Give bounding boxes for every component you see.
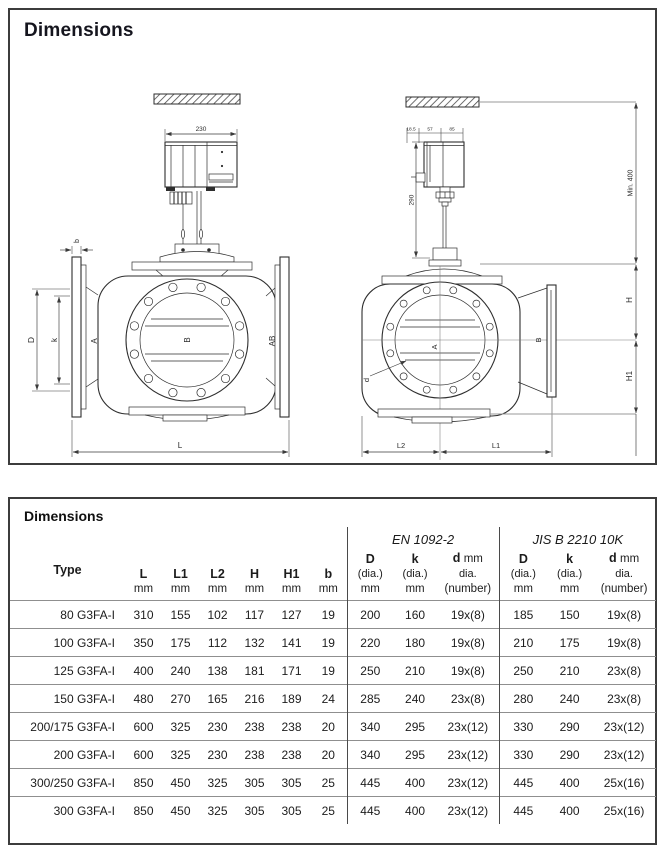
dim-label-L1: L1 — [491, 441, 501, 450]
valve-dimension-drawings — [10, 10, 655, 463]
cell-jis-d: 25x(16) — [592, 769, 656, 797]
cell-jis-k: 400 — [547, 769, 592, 797]
cell-en-d: 23x(8) — [437, 685, 499, 713]
cell-H: 238 — [236, 741, 273, 769]
col-header-b: b mm — [318, 567, 338, 595]
cell-jis-d: 23x(12) — [592, 741, 656, 769]
cell-b: 19 — [310, 601, 347, 629]
cell-L2: 102 — [199, 601, 236, 629]
cell-en-k: 160 — [393, 601, 437, 629]
col-header-type: Type — [53, 562, 82, 577]
cell-en-d: 23x(12) — [437, 713, 499, 741]
dim-label-L2: L2 — [396, 441, 406, 450]
port-label-B: B — [183, 337, 192, 343]
cell-jis-k: 290 — [547, 741, 592, 769]
cell-H1: 238 — [273, 741, 310, 769]
col-header-en-D: D (dia.) mm — [347, 551, 393, 601]
cell-H1: 238 — [273, 713, 310, 741]
cell-H: 305 — [236, 797, 273, 825]
cell-L1: 175 — [162, 629, 199, 657]
col-header-jis-D: D (dia.) mm — [499, 551, 547, 601]
cell-jis-D: 330 — [499, 713, 547, 741]
cell-b: 20 — [310, 713, 347, 741]
dim-label-D: D — [26, 336, 36, 344]
cell-en-D: 340 — [347, 741, 393, 769]
cell-L1: 325 — [162, 741, 199, 769]
ceiling-hatch-left — [154, 94, 240, 104]
cell-type: 100 G3FA-I — [10, 629, 125, 657]
dim-label-k: k — [50, 338, 59, 342]
dimensions-table — [10, 527, 656, 824]
column-header-row — [10, 551, 656, 601]
port-label-A: A — [90, 338, 99, 344]
cell-jis-D: 445 — [499, 797, 547, 825]
cell-en-D: 285 — [347, 685, 393, 713]
cell-b: 24 — [310, 685, 347, 713]
cell-jis-D: 185 — [499, 601, 547, 629]
col-header-en-d: d mm dia. (number) — [444, 551, 492, 595]
cell-H1: 305 — [273, 797, 310, 825]
cell-L1: 155 — [162, 601, 199, 629]
cell-en-k: 400 — [393, 769, 437, 797]
cell-type: 200 G3FA-I — [10, 741, 125, 769]
cell-jis-k: 210 — [547, 657, 592, 685]
cell-L2: 325 — [199, 769, 236, 797]
table-row — [10, 601, 656, 629]
col-header-L: L mm — [133, 567, 154, 595]
cell-jis-k: 150 — [547, 601, 592, 629]
cell-jis-D: 445 — [499, 769, 547, 797]
cell-H1: 171 — [273, 657, 310, 685]
cell-H1: 141 — [273, 629, 310, 657]
cell-en-D: 220 — [347, 629, 393, 657]
cell-type: 125 G3FA-I — [10, 657, 125, 685]
port-label-AB: AB — [268, 335, 277, 347]
cell-en-d: 19x(8) — [437, 629, 499, 657]
table-row — [10, 713, 656, 741]
cell-b: 20 — [310, 741, 347, 769]
cell-jis-k: 175 — [547, 629, 592, 657]
dimensions-drawing-panel — [8, 8, 657, 465]
cell-L1: 325 — [162, 713, 199, 741]
cell-en-d: 19x(8) — [437, 601, 499, 629]
dim-top-3: 85 — [449, 127, 455, 133]
right-valve-drawing-side-view — [362, 97, 636, 460]
table-row — [10, 769, 656, 797]
standard-group-jis: JIS B 2210 10K — [499, 527, 656, 551]
cell-H: 305 — [236, 769, 273, 797]
cell-L: 310 — [125, 601, 162, 629]
dimensions-table-panel — [8, 497, 657, 845]
col-header-jis-k: k (dia.) mm — [557, 552, 583, 595]
dim-top-1: 18.5 — [406, 127, 416, 133]
col-header-L1: L1 mm — [170, 567, 191, 595]
cell-type: 300/250 G3FA-I — [10, 769, 125, 797]
cell-jis-D: 280 — [499, 685, 547, 713]
cell-L2: 165 — [199, 685, 236, 713]
cell-en-k: 295 — [393, 713, 437, 741]
cell-type: 150 G3FA-I — [10, 685, 125, 713]
table-title: Dimensions — [24, 508, 104, 524]
cell-H1: 189 — [273, 685, 310, 713]
cell-L2: 230 — [199, 713, 236, 741]
table-row — [10, 629, 656, 657]
cell-en-D: 200 — [347, 601, 393, 629]
table-row — [10, 741, 656, 769]
cell-L1: 240 — [162, 657, 199, 685]
cell-jis-k: 240 — [547, 685, 592, 713]
cell-H: 238 — [236, 713, 273, 741]
dim-top-2: 57 — [427, 127, 433, 133]
cell-H: 117 — [236, 601, 273, 629]
cell-H: 216 — [236, 685, 273, 713]
cell-en-k: 210 — [393, 657, 437, 685]
dim-actuator-width: 230 — [195, 126, 207, 133]
left-valve-drawing-front-view — [26, 94, 289, 457]
cell-b: 25 — [310, 797, 347, 825]
col-header-H1: H1 mm — [281, 567, 302, 595]
cell-L2: 112 — [199, 629, 236, 657]
cell-L2: 230 — [199, 741, 236, 769]
cell-jis-D: 210 — [499, 629, 547, 657]
dim-label-d: d — [362, 377, 371, 383]
cell-en-d: 23x(12) — [437, 741, 499, 769]
dim-label-b: b — [74, 239, 81, 243]
cell-jis-D: 250 — [499, 657, 547, 685]
cell-H1: 127 — [273, 601, 310, 629]
cell-jis-d: 19x(8) — [592, 601, 656, 629]
cell-H: 132 — [236, 629, 273, 657]
cell-L: 850 — [125, 769, 162, 797]
cell-en-D: 445 — [347, 769, 393, 797]
ceiling-hatch-right — [406, 97, 479, 107]
cell-type: 200/175 G3FA-I — [10, 713, 125, 741]
cell-jis-d: 19x(8) — [592, 629, 656, 657]
cell-b: 19 — [310, 629, 347, 657]
port-label-B-side: B — [534, 337, 543, 343]
cell-L: 400 — [125, 657, 162, 685]
col-header-L2: L2 mm — [207, 567, 228, 595]
standard-group-row — [10, 527, 656, 551]
cell-L1: 450 — [162, 797, 199, 825]
table-row — [10, 657, 656, 685]
table-body — [10, 601, 656, 825]
cell-jis-D: 330 — [499, 741, 547, 769]
cell-jis-d: 23x(8) — [592, 657, 656, 685]
table-row — [10, 685, 656, 713]
cell-en-D: 445 — [347, 797, 393, 825]
cell-L2: 325 — [199, 797, 236, 825]
cell-L: 480 — [125, 685, 162, 713]
table-row — [10, 797, 656, 825]
cell-L1: 270 — [162, 685, 199, 713]
cell-en-k: 240 — [393, 685, 437, 713]
cell-jis-d: 25x(16) — [592, 797, 656, 825]
cell-jis-d: 23x(12) — [592, 713, 656, 741]
cell-en-k: 295 — [393, 741, 437, 769]
cell-L: 350 — [125, 629, 162, 657]
cell-L: 600 — [125, 713, 162, 741]
cell-H: 181 — [236, 657, 273, 685]
cell-en-D: 340 — [347, 713, 393, 741]
cell-en-k: 180 — [393, 629, 437, 657]
cell-L: 850 — [125, 797, 162, 825]
col-header-jis-d: d mm dia. (number) — [600, 551, 648, 595]
col-header-H: H mm — [244, 567, 265, 595]
cell-en-k: 400 — [393, 797, 437, 825]
standard-group-en: EN 1092-2 — [347, 527, 499, 551]
dim-label-H: H — [625, 297, 634, 303]
dim-stem-height: 290 — [408, 194, 416, 206]
cell-en-d: 19x(8) — [437, 657, 499, 685]
cell-jis-d: 23x(8) — [592, 685, 656, 713]
dim-label-H1: H1 — [625, 370, 634, 382]
cell-en-D: 250 — [347, 657, 393, 685]
cell-L2: 138 — [199, 657, 236, 685]
cell-b: 25 — [310, 769, 347, 797]
cell-jis-k: 400 — [547, 797, 592, 825]
cell-jis-k: 290 — [547, 713, 592, 741]
col-header-en-k: k (dia.) mm — [402, 552, 428, 595]
cell-L1: 450 — [162, 769, 199, 797]
cell-b: 19 — [310, 657, 347, 685]
dim-label-min-400: Min. 400 — [627, 169, 635, 197]
port-label-A-side: A — [430, 344, 439, 350]
cell-en-d: 23x(12) — [437, 797, 499, 825]
cell-type: 80 G3FA-I — [10, 601, 125, 629]
dim-label-L: L — [177, 441, 183, 450]
cell-en-d: 23x(12) — [437, 769, 499, 797]
cell-H1: 305 — [273, 769, 310, 797]
cell-L: 600 — [125, 741, 162, 769]
page-title: Dimensions — [24, 20, 134, 41]
cell-type: 300 G3FA-I — [10, 797, 125, 825]
